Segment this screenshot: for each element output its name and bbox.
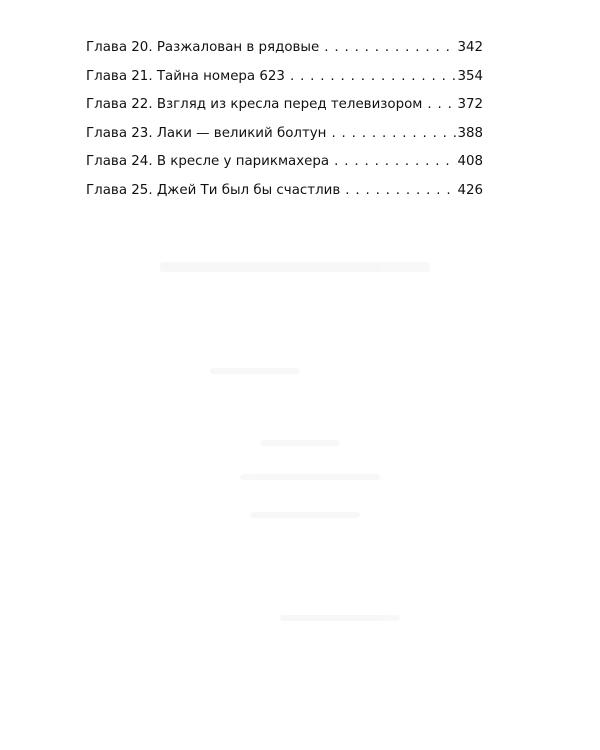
toc-entry [86, 91, 483, 120]
chapter-title: Глава 24. В кресле у парикмахера [86, 154, 330, 170]
chapter-title: Глава 25. Джей Ти был бы счастлив [86, 182, 341, 198]
chapter-title: Глава 23. Лаки — великий болтун [86, 125, 327, 141]
dot-leader [285, 63, 457, 92]
page-number: 408 [457, 154, 483, 170]
page-number: 372 [457, 97, 483, 113]
dot-leader [422, 91, 457, 120]
dot-leader [340, 177, 457, 206]
page-bleed-through [150, 250, 470, 650]
table-of-contents [86, 34, 483, 206]
toc-entry [86, 63, 483, 92]
dot-leader [329, 148, 457, 177]
toc-entry [86, 34, 483, 63]
toc-entry [86, 177, 483, 206]
page-number: 354 [457, 68, 483, 84]
chapter-title: Глава 21. Тайна номера 623 [86, 68, 285, 84]
page-number: 426 [457, 182, 483, 198]
page-number: 388 [457, 125, 483, 141]
toc-entry [86, 120, 483, 149]
chapter-title: Глава 22. Взгляд из кресла перед телевизором [86, 97, 423, 113]
page-number: 342 [457, 40, 483, 55]
dot-leader [319, 34, 457, 63]
toc-entry [86, 148, 483, 177]
chapter-title: Глава 20. Разжалован в рядовые [86, 40, 320, 55]
dot-leader [326, 120, 457, 149]
